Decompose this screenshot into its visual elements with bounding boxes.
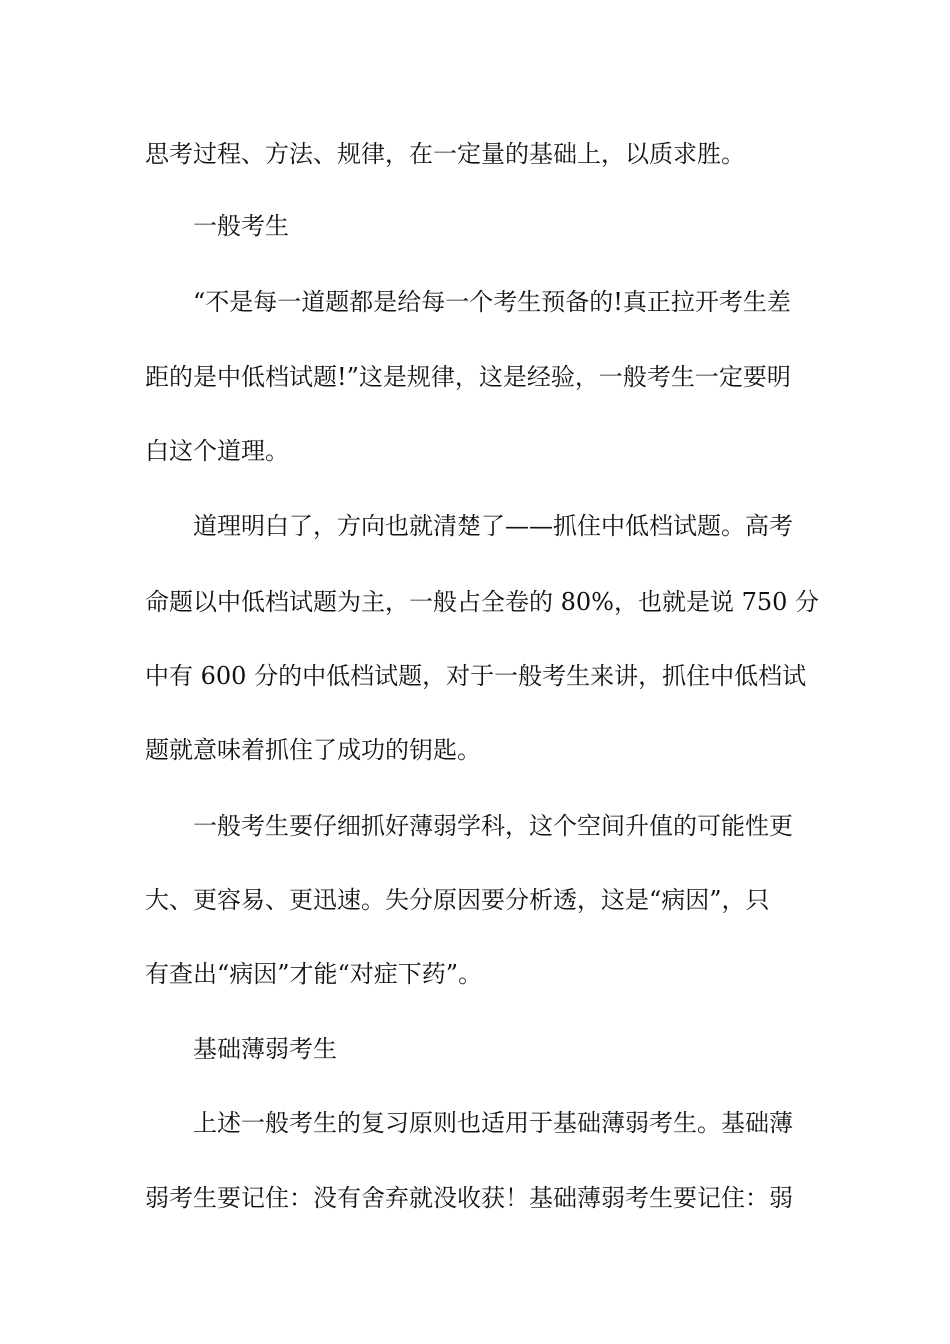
- paragraph-line: 白这个道理。: [145, 437, 289, 465]
- paragraph-line: 有查出“病因”才能“对症下药”。: [145, 960, 483, 988]
- paragraph-line: “不是每一道题都是给每一个考生预备的!真正拉开考生差: [193, 288, 791, 316]
- paragraph-line: 中有 600 分的中低档试题，对于一般考生来讲，抓住中低档试: [145, 662, 807, 690]
- paragraph-line: 题就意味着抓住了成功的钥匙。: [145, 736, 481, 764]
- paragraph-line: 一般考生要仔细抓好薄弱学科，这个空间升值的可能性更: [193, 812, 793, 840]
- section-heading-general-students: 一般考生: [193, 212, 289, 240]
- paragraph-line: 大、更容易、更迅速。失分原因要分析透，这是“病因”，只: [145, 886, 770, 914]
- paragraph-line: 上述一般考生的复习原则也适用于基础薄弱考生。基础薄: [193, 1109, 793, 1137]
- paragraph-line: 思考过程、方法、规律，在一定量的基础上，以质求胜。: [145, 140, 745, 168]
- paragraph-line: 命题以中低档试题为主，一般占全卷的 80%，也就是说 750 分: [145, 588, 820, 616]
- section-heading-weak-foundation-students: 基础薄弱考生: [193, 1035, 337, 1063]
- paragraph-line: 弱考生要记住：没有舍弃就没收获！基础薄弱考生要记住：弱: [145, 1184, 793, 1212]
- paragraph-line: 距的是中低档试题!”这是规律，这是经验，一般考生一定要明: [145, 363, 791, 391]
- paragraph-line: 道理明白了，方向也就清楚了——抓住中低档试题。高考: [193, 512, 793, 540]
